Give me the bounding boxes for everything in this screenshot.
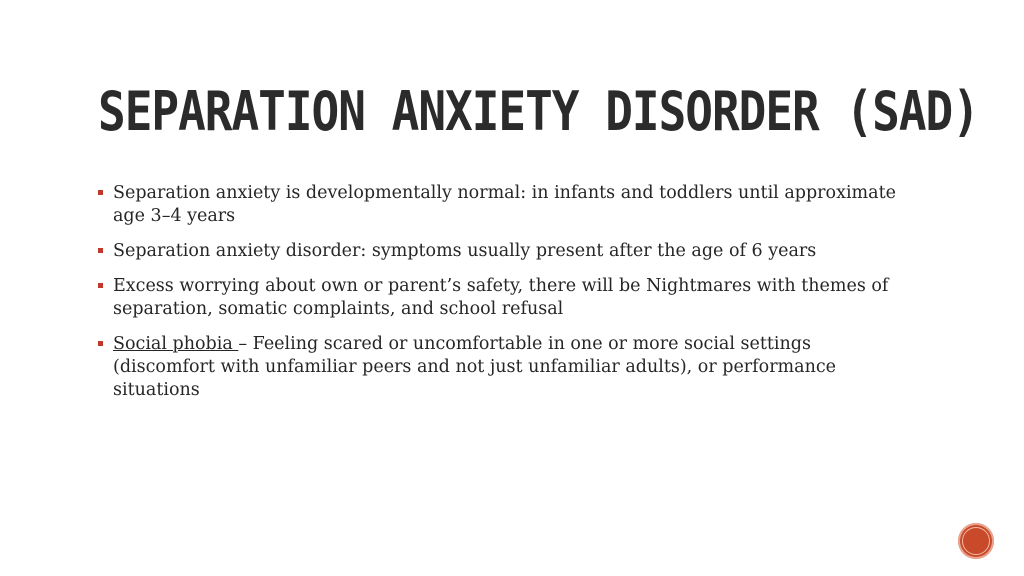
bullet-text: Excess worrying about own or parent’s safety, there will be Nightmares with themes of separation, somatic complaints, and school refusal	[113, 276, 889, 319]
bullet-item	[98, 333, 918, 402]
bullet-item	[98, 275, 918, 321]
bullet-item	[98, 182, 918, 228]
bullet-lead-term: Social phobia	[113, 334, 239, 354]
square-bullet-icon	[98, 283, 103, 288]
badge-ring	[962, 527, 990, 555]
slide-title: SEPARATION ANXIETY DISORDER (SAD)	[98, 79, 979, 143]
bullet-text: Separation anxiety is developmentally normal: in infants and toddlers until approximate age 3–4 years	[113, 183, 896, 226]
square-bullet-icon	[98, 190, 103, 195]
bullet-list	[98, 182, 918, 414]
circle-badge-icon	[958, 523, 994, 559]
square-bullet-icon	[98, 341, 103, 346]
square-bullet-icon	[98, 248, 103, 253]
bullet-text: Separation anxiety disorder: symptoms usually present after the age of 6 years	[113, 241, 817, 261]
bullet-text: – Feeling scared or uncomfortable in one or more social settings (discomfort with unfamiliar peers and not just unfamiliar adults), or performance situations	[113, 334, 837, 400]
bullet-item	[98, 240, 918, 263]
